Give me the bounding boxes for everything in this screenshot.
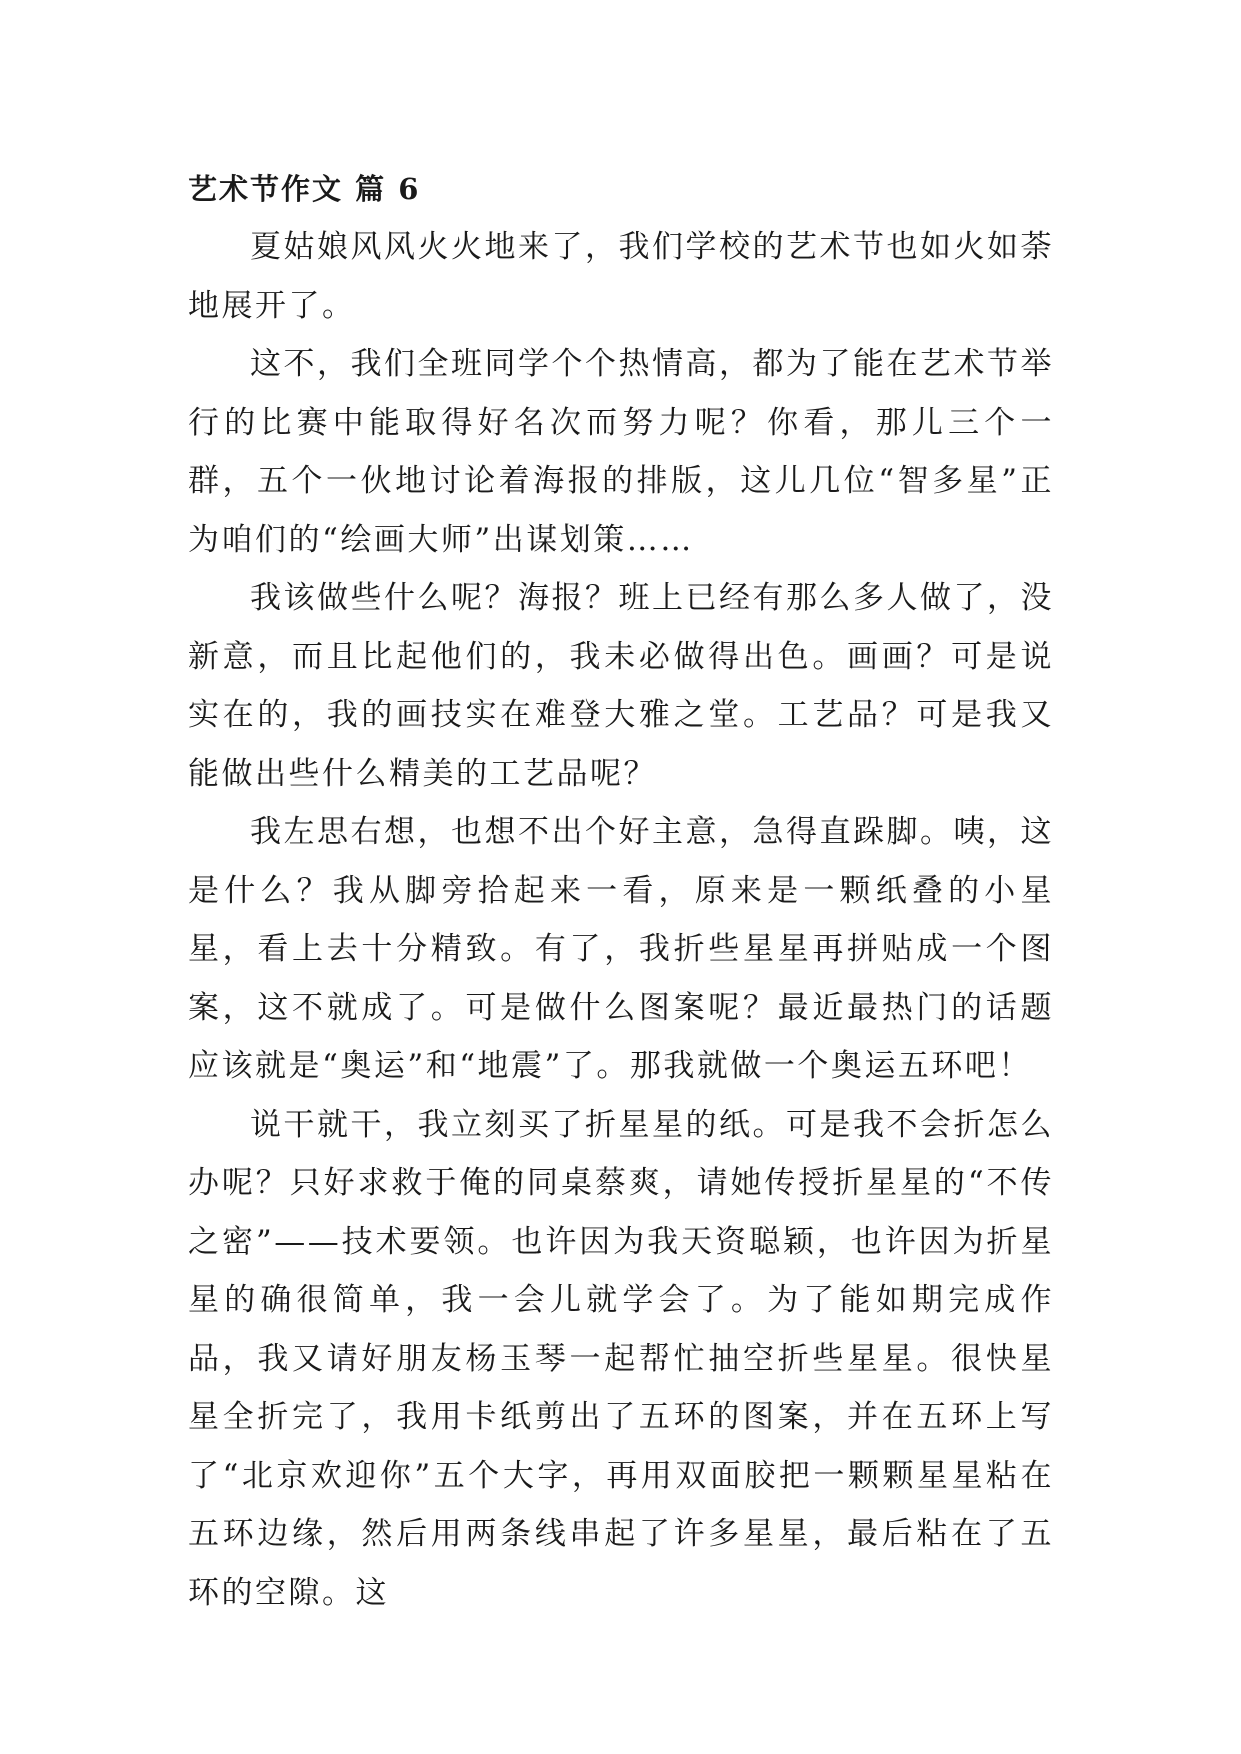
- paragraph-1: 夏姑娘风风火火地来了，我们学校的艺术节也如火如荼地展开了。: [188, 229, 1054, 324]
- paragraph-3: 我该做些什么呢？海报？班上已经有那么多人做了，没新意，而且比起他们的，我未必做得出色。画画？可是说实在的，我的画技实在难登大雅之堂。工艺品？可是我又能做出些什么精美的工艺品呢？: [188, 580, 1054, 792]
- document-page: [188, 160, 1054, 1622]
- paragraph-5: 说干就干，我立刻买了折星星的纸。可是我不会折怎么办呢？只好求救于俺的同桌蔡爽，请她传授折星星的“不传之密”——技术要领。也许因为我天资聪颖，也许因为折星星的确很简单，我一会儿就学会了。为了能如期完成作品，我又请好朋友杨玉琴一起帮忙抽空折些星星。很快星星全折完了，我用卡纸剪出了五环的图案，并在五环上写了“北京欢迎你”五个大字，再用双面胶把一颗颗星星粘在五环边缘，然后用两条线串起了许多星星，最后粘在了五环的空隙。这: [188, 1106, 1054, 1611]
- paragraph-4: 我左思右想，也想不出个好主意，急得直跺脚。咦，这是什么？我从脚旁拾起来一看，原来是一颗纸叠的小星星，看上去十分精致。有了，我折些星星再拼贴成一个图案，这不就成了。可是做什么图案呢？最近最热门的话题应该就是“奥运”和“地震”了。那我就做一个奥运五环吧！: [188, 814, 1054, 1084]
- paragraph-2: 这不，我们全班同学个个热情高，都为了能在艺术节举行的比赛中能取得好名次而努力呢？你看，那儿三个一群，五个一伙地讨论着海报的排版，这儿几位“智多星”正为咱们的“绘画大师”出谋划策……: [188, 346, 1054, 558]
- document-title: 艺术节作文 篇 6: [188, 172, 421, 206]
